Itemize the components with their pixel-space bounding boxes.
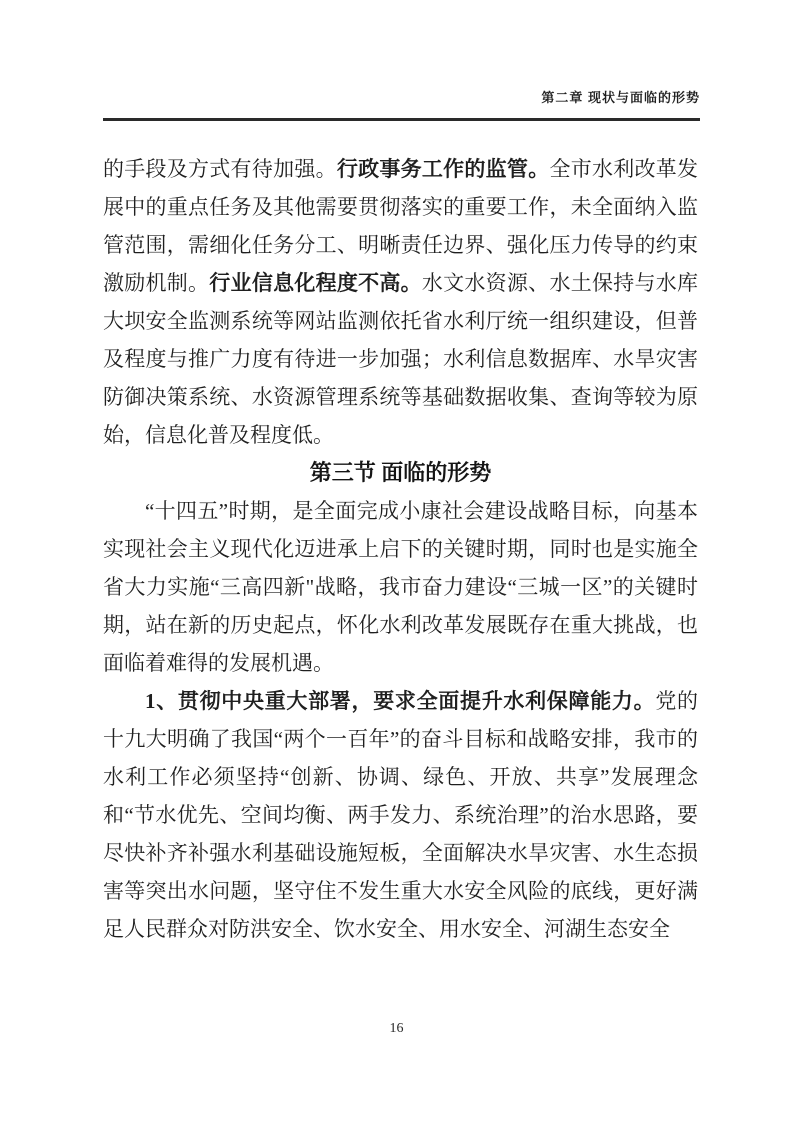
section-heading: 第三节 面临的形势 (309, 460, 492, 485)
paragraph-1-run-1: 的手段及方式有待加强。 (103, 157, 337, 181)
paragraph-3-run-1-bold: 1、贯彻中央重大部署，要求全面提升水利保障能力。 (145, 689, 656, 713)
paragraph-3-run-2: 党的十九大明确了我国“两个一百年”的奋斗目标和战略安排，我市的水利工作必须坚持“创新、协调、绿色、开放、共享”发展理念和“节水优先、空间均衡、两手发力、系统治理”的治水思路，要尽快补齐补强水利基础设施短板，全面解决水旱灾害、水生态损害等突出水问题，坚守住不发生重大水安全风险的底线，更好满足人民群众对防洪安全、饮水安全、用水安全、河湖生态安全 (103, 689, 699, 941)
paragraph-1-run-3: 全市水利改革发展中的重点任务及其他需要贯彻落实的重要工作，未全面纳入监管范围，需细化任务分工、明晰责任边界、强化压力传导的约束激励机制。 (103, 157, 699, 295)
document-body (103, 150, 698, 948)
paragraph-2: “十四五”时期，是全面完成小康社会建设战略目标，向基本实现社会主义现代化迈进承上启下的关键时期，同时也是实施全省大力实施“三高四新"战略，我市奋力建设“三城一区”的关键时期，站在新的历史起点，怀化水利改革发展既存在重大挑战，也面临着难得的发展机遇。 (103, 499, 698, 675)
header-rule (103, 118, 700, 121)
paragraph-1-run-2-bold: 行政事务工作的监管。 (336, 157, 550, 181)
paragraph-3 (103, 682, 698, 948)
paragraph-1 (103, 150, 698, 454)
page-number: 16 (389, 1021, 404, 1036)
running-header-chapter-title: 第二章 现状与面临的形势 (541, 90, 700, 105)
paragraph-1-run-5: 水文水资源、水土保持与水库大坝安全监测系统等网站监测依托省水利厅统一组织建设，但普及程度与推广力度有待进一步加强；水利信息数据库、水旱灾害防御决策系统、水资源管理系统等基础数据收集、查询等较为原始，信息化普及程度低。 (103, 271, 699, 447)
paragraph-1-run-4-bold: 行业信息化程度不高。 (209, 271, 422, 295)
